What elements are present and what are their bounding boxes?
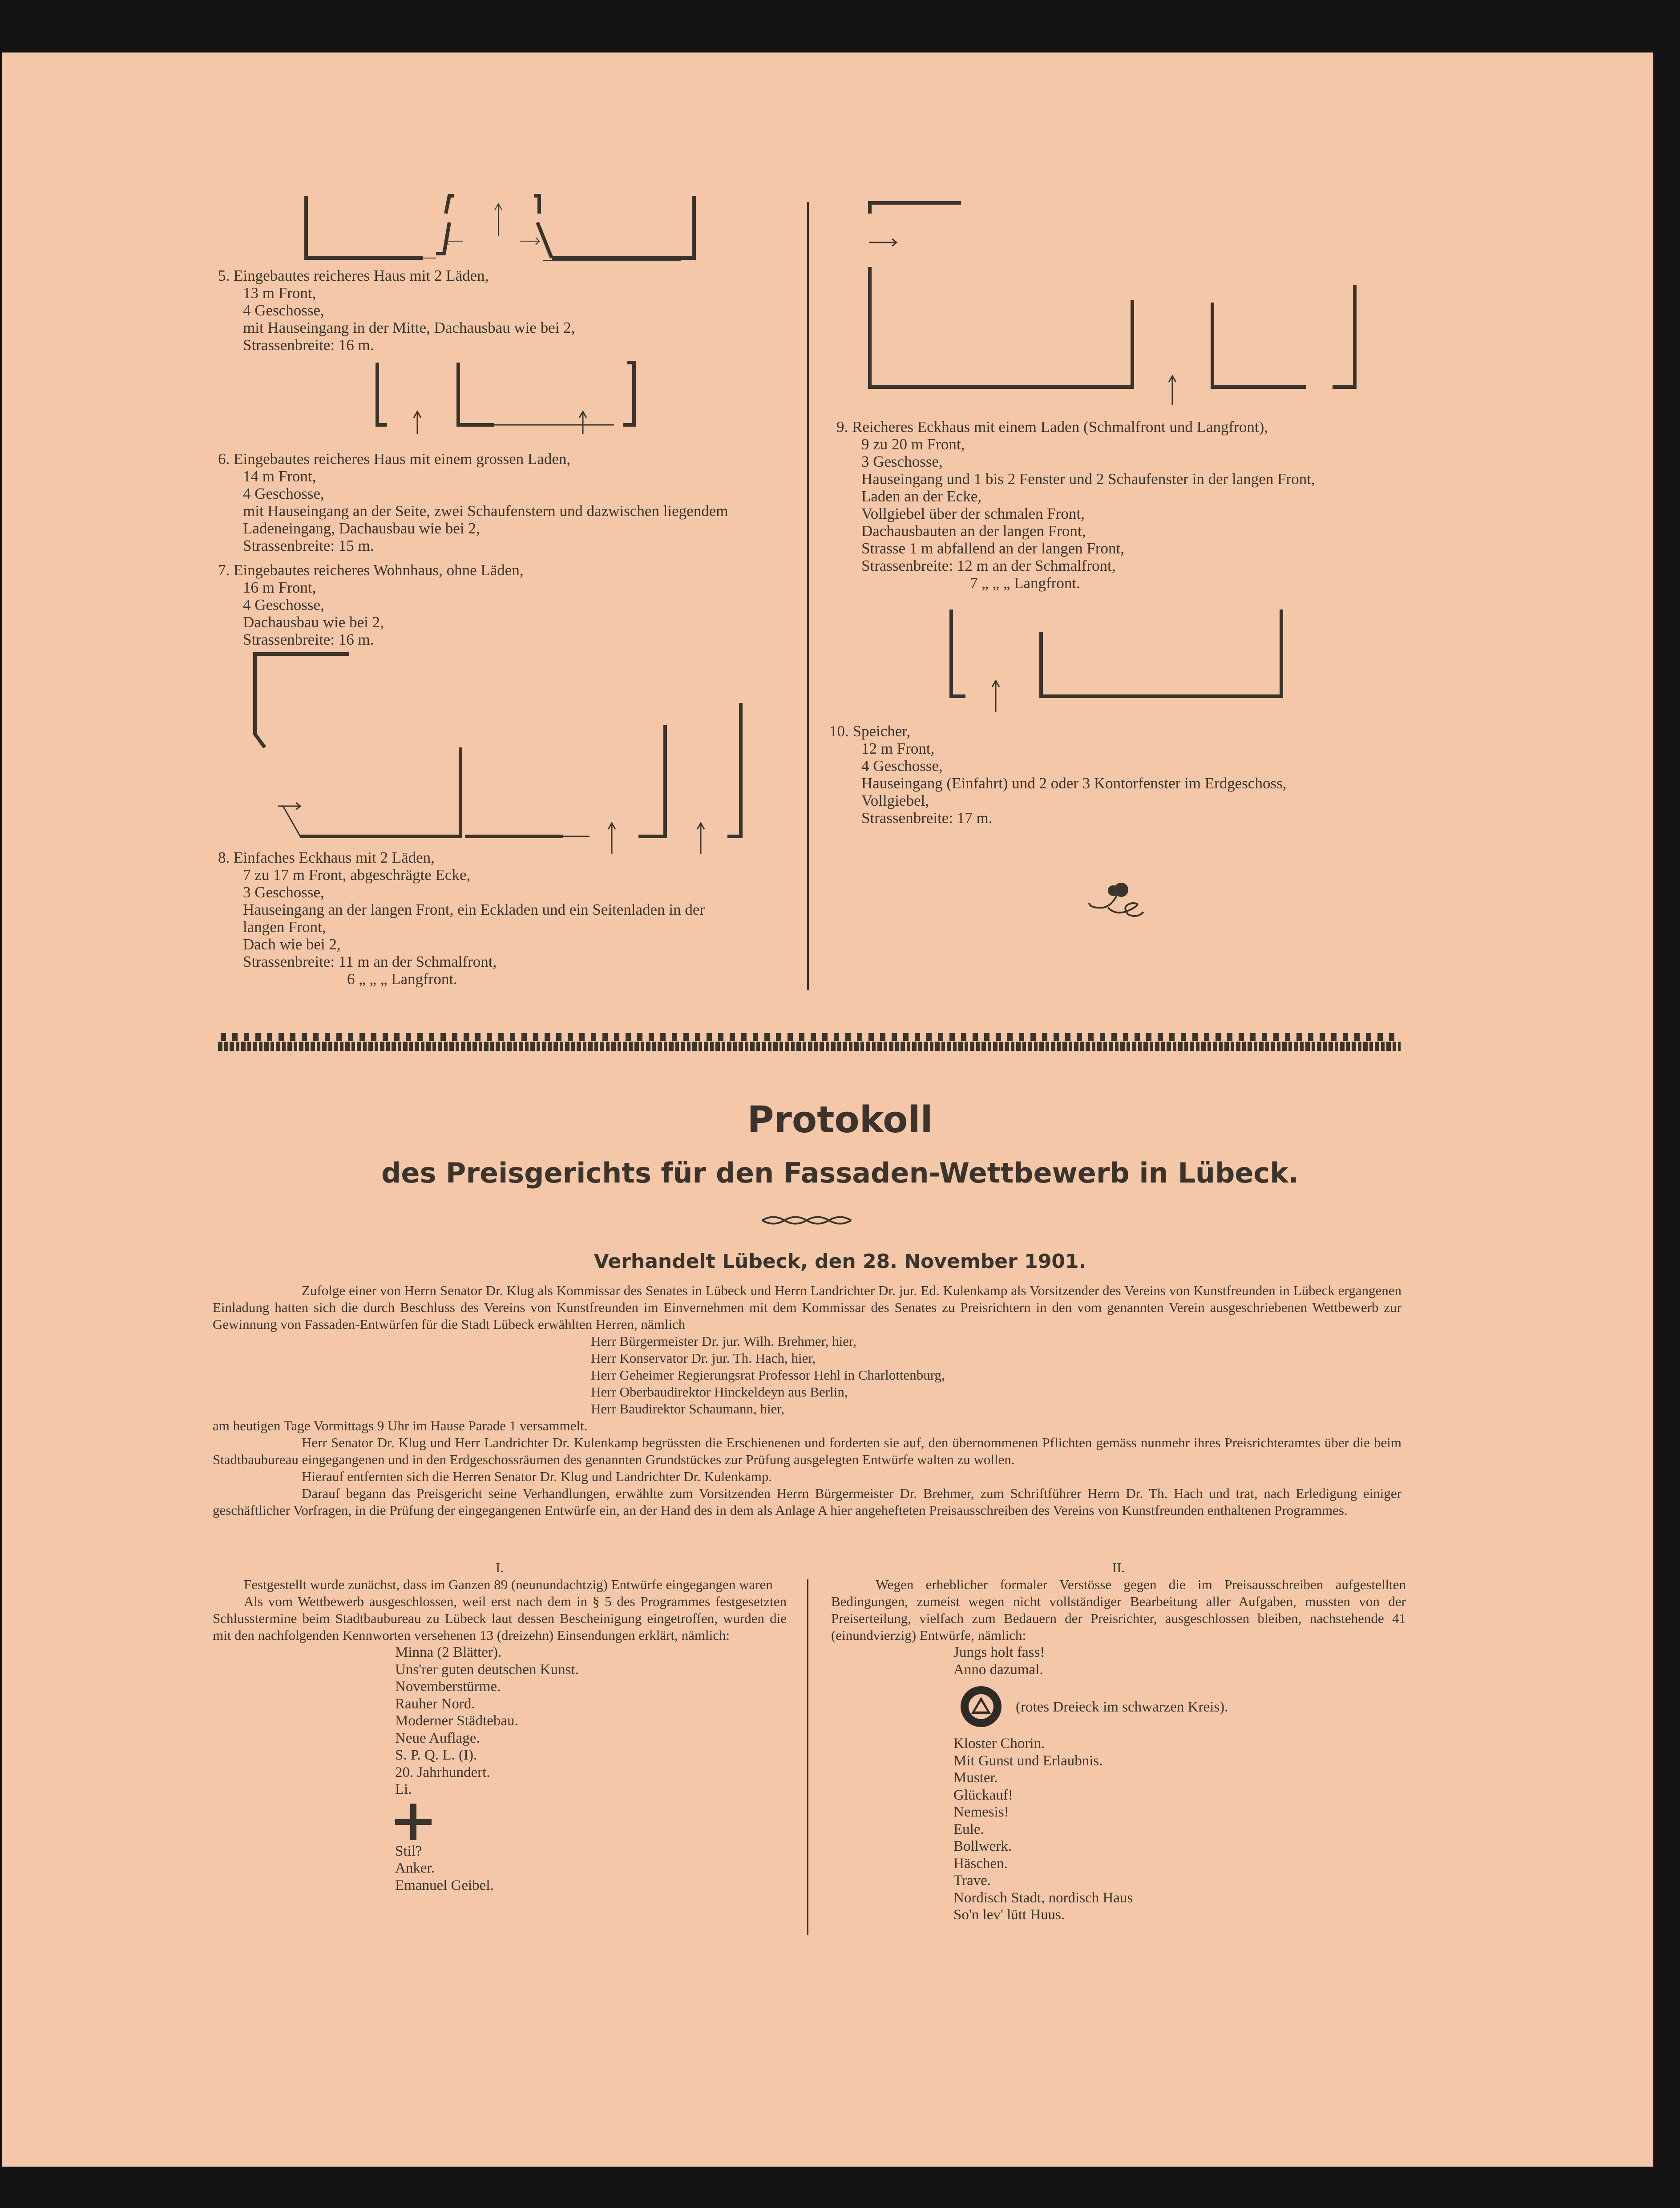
intro-paragraph: Zufolge einer von Herrn Senator Dr. Klug als Kommissar des Senates in Lübeck und Herrn Landrichter Dr. jur. Ed. Kulenkamp als Vorsitzender des Vereins von Kunstfreunden in Lübeck ergangenen Einladung hatten sich die durch Beschluss des Vereins von Kunstfreunden im Einvernehmen mit dem Kommissar des Senates zu Preisrichtern in den vom genannten Verein ausgeschriebenen Wettbewerb zur Gewinnung von Fassaden-Entwürfen für die Stadt Lübeck erwählten Herren, nämlich [213,1283,1401,1332]
section-1: I. Festgestellt wurde zunächst, dass im Ganzen 89 (neunundachtzig) Entwürfe eingegangen waren Als vom Wettbewerb ausgeschlossen, weil erst nach dem in § 5 des Programmes festgesetzten Schlusstermine beim Stadtbaubureau zu Lübeck laut dessen Bescheinigung eingetroffen, wurden die mit den nachfolgenden Kennworten versehenen 13 (dreizehn) Einsendungen erklärt, nämlich: Minna (2 Blätter). Uns'rer guten deutschen Kunst. Novemberstürme. Rauher Nord. Moderner Städtebau. Neue Auflage. S. P. Q. L. (I). 20. Jahrhundert. Li. Stil? Anker. Emanuel Geibel. [213,1560,787,1893]
item-8: 8. Einfaches Eckhaus mit 2 Läden, 7 zu 17 m Front, abgeschrägte Ecke, 3 Geschosse, Hauseingang an der langen Front, ein Eckladen und ein Seitenladen in der langen Front, Dach wie bei 2, Strassenbreite: 11 m an der Schmalfront, 6 „ „ „ Langfront. [218,849,705,988]
ornament-divider-icon [760,1214,853,1227]
floorplan-9 [865,200,1364,405]
excluded-list-2: Jungs holt fass! Anno dazumal. (rotes Dreieck im schwarzen Kreis). Kloster Chorin. Mit Gunst und Erlaubnis. Muster. Glückauf! Nemesis! Eule. Bollwerk. Häschen. Trave. Nordisch Stadt, nordisch Haus So'n lev' lütt Huus. [831,1644,1406,1924]
paragraph-3: Hierauf entfernten sich die Herren Senator Dr. Klug und Landrichter Dr. Kulenkamp. [302,1469,772,1484]
section-2: II. Wegen erheblicher formaler Verstösse gegen die im Preisausschreiben aufgestellten Bedingungen, zumeist wegen nicht vollständiger Bearbeitung aller Aufgaben, mussten von der Preiserteilung, vielfach zum Bedauern der Preisrichter, ausgeschlossen bleiben, nachstehende 41 (einundvierzig) Entwürfe, nämlich: Jungs holt fass! Anno dazumal. (rotes Dreieck im schwarzen Kreis). Kloster Chorin. Mit Gunst und Erlaubnis. Muster. Glückauf! Nemesis! Eule. Bollwerk. Häschen. Trave. Nordisch Stadt, nordisch Haus So'n lev' lütt Huus. [831,1560,1406,1923]
section-1-heading: I. [495,1560,504,1575]
item-5: 5. Eingebautes reicheres Haus mit 2 Läden, 13 m Front, 4 Geschosse, mit Hauseingang in der Mitte, Dachausbau wie bei 2, Strassenbreite: 16 m. [218,267,575,354]
flower-vignette-icon [1086,881,1148,921]
page-title: Protokoll [747,1099,933,1141]
protocol-body [213,1282,1401,1519]
floorplan-6 [374,363,721,434]
column-divider [807,202,809,990]
floorplan-5 [303,196,703,267]
triangle-circle-symbol: (rotes Dreieck im schwarzen Kreis). [953,1678,1406,1735]
paragraph-4: Darauf begann das Preisgericht seine Verhandlungen, erwählte zum Vorsitzenden Herrn Bürgermeister Dr. Brehmer, zum Schriftführer Herrn Dr. Th. Hach und trat, nach Erledigung einiger geschäftlicher Vorfragen, in die Prüfung der eingegangenen Entwürfe ein, an der Hand des in dem als Anlage A hier angehefteten Preisausschreiben des Vereins von Kunstfreunden enthaltenen Programmes. [213,1485,1401,1518]
judges-list: Herr Bürgermeister Dr. jur. Wilh. Brehmer, hier, Herr Konservator Dr. jur. Th. Hach, hier, Herr Geheimer Regierungsrat Professor Hehl in Charlottenburg, Herr Oberbaudirektor Hinckeldeyn aus Berlin, Herr Baudirektor Schaumann, hier, [591,1333,945,1417]
dateline: Verhandelt Lübeck, den 28. November 1901. [594,1250,1086,1273]
floorplan-8 [251,654,785,859]
item-7: 7. Eingebautes reicheres Wohnhaus, ohne Läden, 16 m Front, 4 Geschosse, Dachausbau wie bei 2, Strassenbreite: 16 m. [218,561,524,648]
item-10: 10. Speicher, 12 m Front, 4 Geschosse, Hauseingang (Einfahrt) und 2 oder 3 Kontorfenster im Erdgeschoss, Vollgiebel, Strassenbreite: 17 m. [829,723,1287,827]
section-2-heading: II. [1112,1560,1125,1575]
excluded-list-1: Minna (2 Blätter). Uns'rer guten deutschen Kunst. Novemberstürme. Rauher Nord. Moderner Städtebau. Neue Auflage. S. P. Q. L. (I). 20. Jahrhundert. Li. Stil? Anker. Emanuel Geibel. [213,1644,787,1894]
paragraph-1: am heutigen Tage Vormittags 9 Uhr im Hause Parade 1 versammelt. [213,1418,588,1433]
item-9: 9. Reicheres Eckhaus mit einem Laden (Schmalfront und Langfront), 9 zu 20 m Front, 3 Geschosse, Hauseingang und 1 bis 2 Fenster und 2 Schaufenster in der langen Front, Laden an der Ecke, Vollgiebel über der schmalen Front, Dachausbauten an der langen Front, Strasse 1 m abfallend an der langen Front, Strassenbreite: 12 m an der Schmalfront, 7 „ „ „ Langfront. [836,418,1315,592]
ornament-band-top [218,1033,1401,1041]
column-divider-bottom [807,1579,808,1935]
page-subtitle: des Preisgerichts für den Fassaden-Wettbewerb in Lübeck. [381,1157,1299,1189]
paragraph-2: Herr Senator Dr. Klug und Herr Landrichter Dr. Kulenkamp begrüssten die Erschienenen und forderten sie auf, den übernommenen Pflichten gemäss nunmehr ihres Preisrichteramtes über die beim Stadtbaubureau eingegangenen und in den Erdgeschossräumen des genannten Grundstückes zur Prüfung ausgelegten Entwürfe walten zu wollen. [213,1435,1401,1467]
floorplan-10 [948,610,1286,716]
item-6: 6. Eingebautes reicheres Haus mit einem grossen Laden, 14 m Front, 4 Geschosse, mit Hauseingang an der Seite, zwei Schaufenstern und dazwischen liegendem Ladeneingang, Dachausbau wie bei 2, Strassenbreite: 15 m. [218,450,728,554]
triangle-in-circle-icon [958,1683,1004,1730]
cross-icon [395,1798,787,1843]
